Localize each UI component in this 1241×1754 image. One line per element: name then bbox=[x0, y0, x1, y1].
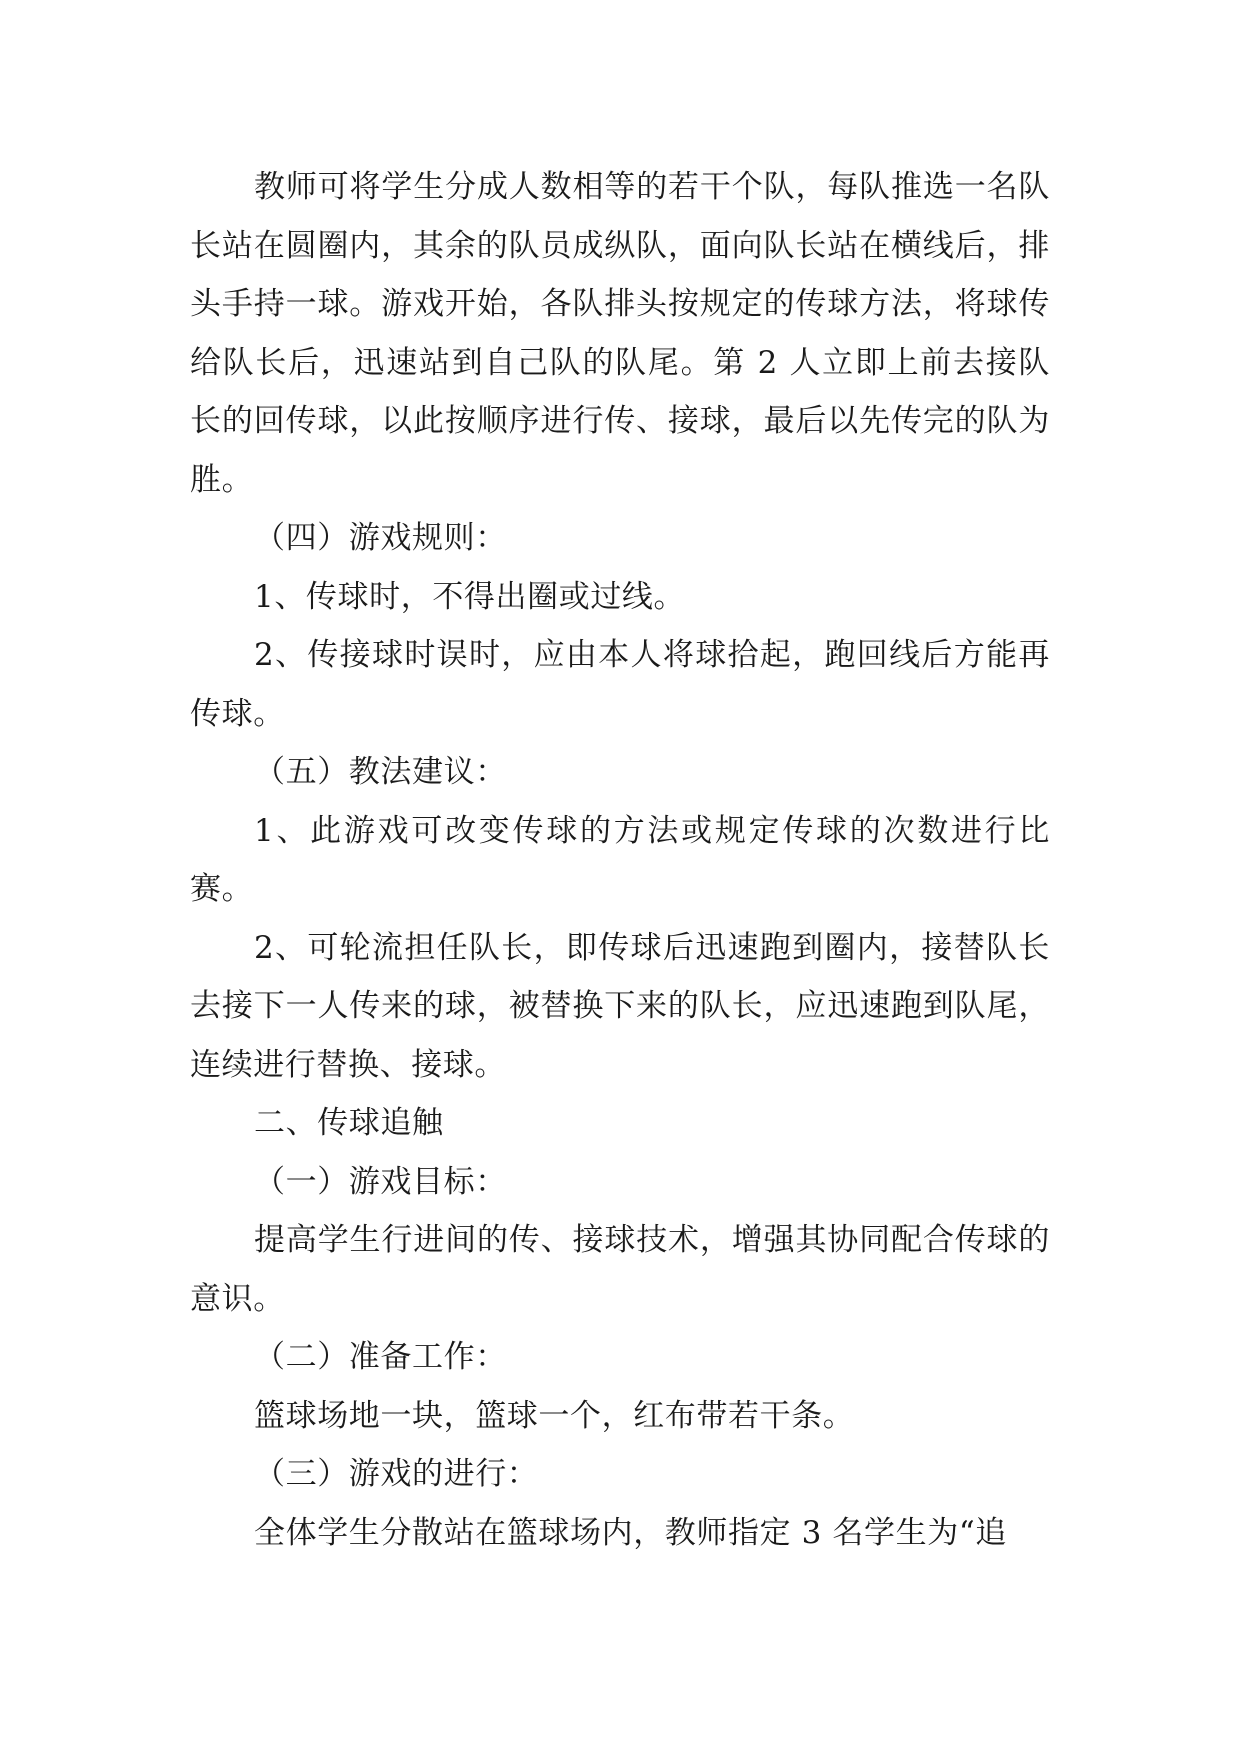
paragraph: 教师可将学生分成人数相等的若干个队，每队推选一名队长站在圆圈内，其余的队员成纵队，面向队长站在横线后，排头手持一球。游戏开始，各队排头按规定的传球方法，将球传给队长后，迅速站到自己队的队尾。第 2 人立即上前去接队长的回传球，以此按顺序进行传、接球，最后以先传完的队为胜。 bbox=[190, 169, 1050, 498]
section-heading: （一）游戏目标： bbox=[254, 1163, 507, 1200]
paragraph: 篮球场地一块，篮球一个，红布带若干条。 bbox=[254, 1397, 855, 1434]
paragraph: 1、传球时，不得出圈或过线。 bbox=[254, 578, 686, 615]
paragraph: 全体学生分散站在篮球场内，教师指定 3 名学生为“追 bbox=[254, 1514, 1007, 1551]
paragraph: 提高学生行进间的传、接球技术，增强其协同配合传球的意识。 bbox=[190, 1222, 1050, 1317]
section-heading: （四）游戏规则： bbox=[254, 520, 507, 556]
paragraph: 1、此游戏可改变传球的方法或规定传球的次数进行比赛。 bbox=[190, 812, 1050, 907]
section-heading: （三）游戏的进行： bbox=[254, 1456, 539, 1492]
section-heading: 二、传球追触 bbox=[254, 1105, 444, 1141]
paragraph: 2、可轮流担任队长，即传球后迅速跑到圈内，接替队长去接下一人传来的球，被替换下来的队长，应迅速跑到队尾，连续进行替换、接球。 bbox=[190, 929, 1050, 1083]
document-body bbox=[190, 158, 1050, 1562]
section-heading: （二）准备工作： bbox=[254, 1339, 507, 1375]
paragraph: 2、传接球时误时，应由本人将球拾起，跑回线后方能再传球。 bbox=[190, 637, 1050, 732]
section-heading: （五）教法建议： bbox=[254, 754, 507, 790]
